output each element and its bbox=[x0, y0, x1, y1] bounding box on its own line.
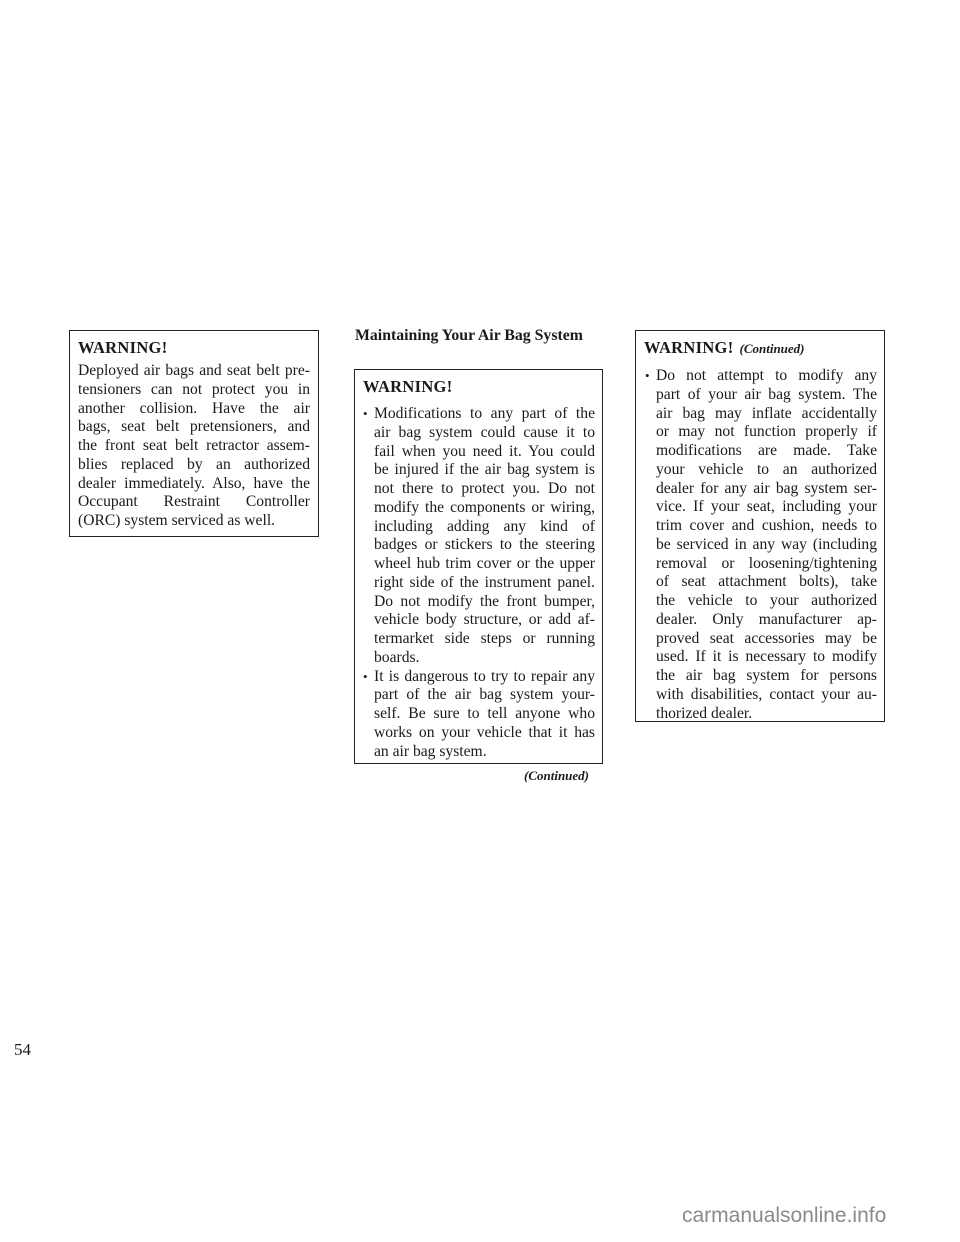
text-line: another collision. Have the air bbox=[78, 399, 310, 417]
text-line: including adding any kind of bbox=[374, 517, 595, 535]
text-line: It is dangerous to try to repair any bbox=[374, 667, 595, 685]
text-line: self. Be sure to tell anyone who bbox=[374, 705, 595, 722]
continued-label: (Continued) bbox=[524, 768, 590, 783]
text-line: wheel hub trim cover or the upper bbox=[374, 555, 595, 572]
text-line: the front seat belt retractor assem- bbox=[78, 437, 310, 454]
bullet-item bbox=[363, 667, 595, 762]
text-line: vehicle body structure, or add af- bbox=[374, 611, 595, 629]
text-line: part of the air bag system your- bbox=[374, 686, 595, 704]
bullet-item bbox=[363, 405, 595, 668]
bullet-icon: • bbox=[363, 668, 368, 684]
text-line: trim cover and cushion, needs to bbox=[656, 517, 877, 534]
text-line: Do not modify the front bumper, bbox=[374, 592, 595, 610]
text-line: dealer for any air bag system ser- bbox=[656, 479, 877, 497]
text-line: the vehicle to your authorized bbox=[656, 592, 877, 609]
warning-title: WARNING! bbox=[78, 338, 168, 357]
text-line: removal or loosening/tightening bbox=[656, 554, 877, 572]
text-line: (ORC) system serviced as well. bbox=[78, 512, 276, 529]
text-line: air bag may inflate accidentally bbox=[656, 404, 877, 422]
text-line: fail when you need it. You could bbox=[374, 442, 595, 460]
text-line: Occupant Restraint Controller bbox=[78, 493, 310, 511]
text-line: badges or stickers to the steering bbox=[374, 536, 595, 554]
text-line: boards. bbox=[374, 648, 420, 666]
watermark: carmanualsonline.info bbox=[682, 1204, 887, 1227]
page-number: 54 bbox=[14, 1040, 31, 1059]
text-line: with disabilities, contact your au- bbox=[656, 685, 877, 703]
text-line: termarket side steps or running bbox=[374, 630, 595, 647]
bullet-icon: • bbox=[645, 368, 650, 383]
text-line: be injured if the air bag system is bbox=[374, 461, 595, 479]
warning-box-modifications bbox=[354, 369, 603, 764]
text-line: or may not function properly if bbox=[656, 423, 877, 441]
text-line: not there to protect you. Do not bbox=[374, 480, 595, 497]
text-line: tensioners can not protect you in bbox=[78, 380, 310, 398]
text-line: part of your air bag system. The bbox=[656, 385, 877, 403]
text-line: modify the components or wiring, bbox=[374, 498, 595, 516]
text-line: right side of the instrument panel. bbox=[374, 573, 595, 591]
warning-title: WARNING! bbox=[363, 377, 453, 396]
text-line: of seat attachment bolts), take bbox=[656, 573, 877, 591]
text-line: Do not attempt to modify any bbox=[656, 367, 877, 384]
warning-box-air-bags-deployed bbox=[69, 330, 319, 537]
text-line: Modifications to any part of the bbox=[374, 405, 595, 422]
text-line: vice. If your seat, including your bbox=[656, 498, 877, 516]
text-line: your vehicle to an authorized bbox=[656, 460, 877, 478]
bullet-icon: • bbox=[363, 406, 368, 421]
text-line: dealer. Only manufacturer ap- bbox=[656, 610, 877, 628]
warning-body bbox=[78, 362, 310, 531]
warning-title-text: WARNING! bbox=[644, 338, 734, 357]
text-line: blies replaced by an authorized bbox=[78, 455, 310, 473]
text-line: works on your vehicle that it has bbox=[374, 723, 595, 741]
text-line: modifications are made. Take bbox=[656, 442, 877, 459]
text-line: be serviced in any way (including bbox=[656, 535, 877, 553]
warning-box-continued bbox=[635, 330, 885, 722]
bullet-item bbox=[645, 367, 877, 723]
text-line: the air bag system for persons bbox=[656, 667, 877, 684]
text-line: bags, seat belt pretensioners, and bbox=[78, 418, 310, 436]
text-line: Deployed air bags and seat belt pre- bbox=[78, 362, 310, 379]
text-line: thorized dealer. bbox=[656, 704, 753, 722]
text-line: air bag system could cause it to bbox=[374, 423, 595, 441]
text-line: an air bag system. bbox=[374, 742, 487, 760]
text-line: proved seat accessories may be bbox=[656, 629, 877, 647]
warning-title bbox=[644, 338, 877, 359]
text-line: used. If it is necessary to modify bbox=[656, 648, 877, 666]
warning-title-continued: (Continued) bbox=[739, 341, 805, 356]
section-heading: Maintaining Your Air Bag System bbox=[355, 327, 583, 344]
text-line: dealer immediately. Also, have the bbox=[78, 474, 310, 492]
warning-body bbox=[363, 405, 595, 761]
warning-body bbox=[645, 367, 877, 723]
